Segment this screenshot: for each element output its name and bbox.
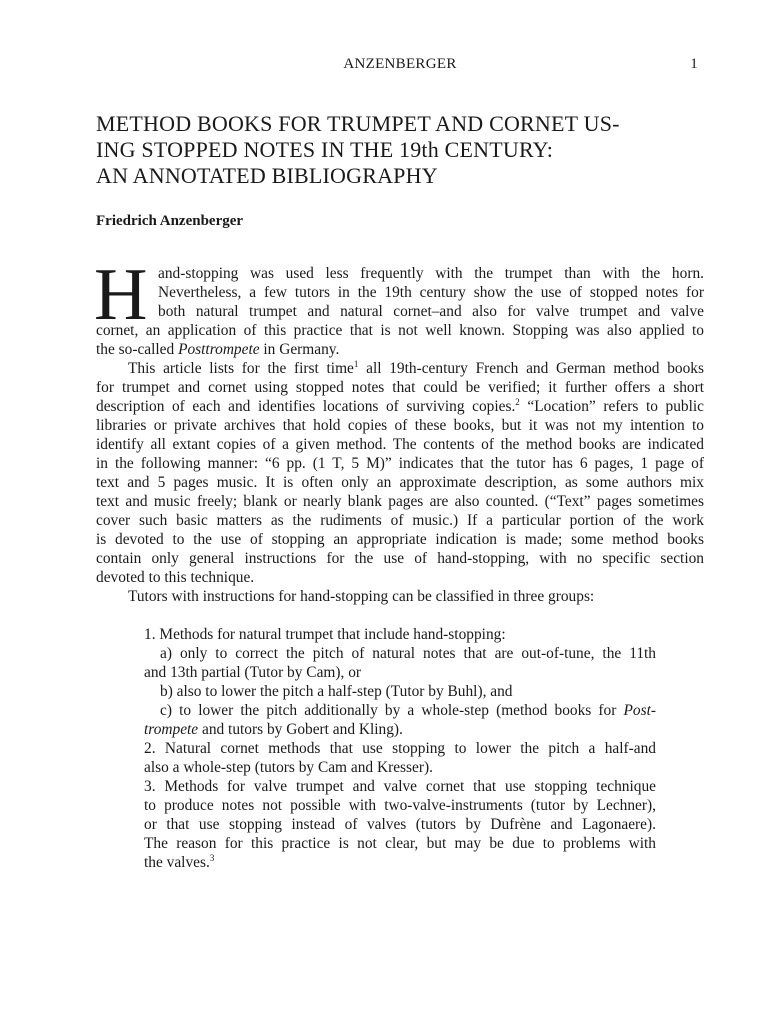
text-span: description of each and identifies locations of surviving copies. <box>96 398 516 415</box>
italic-term: Posttrompete <box>178 341 260 358</box>
list-item: 1. Methods for natural trumpet that include hand-stopping: <box>144 626 506 643</box>
text-line: for trumpet and cornet using stopped notes that could be verified; it further offers a short <box>96 379 704 396</box>
text-line: identify all extant copies of a given method. The contents of the method books are indicated <box>96 436 704 453</box>
italic-term: trompete <box>144 721 199 738</box>
text-span: c) to lower the pitch additionally by a whole-step (method books for <box>160 702 624 719</box>
text-line: both natural trumpet and natural cornet–and also for valve trumpet and valve <box>158 303 704 320</box>
footnote-ref[interactable]: 3 <box>209 853 215 863</box>
paragraph-scope <box>96 359 704 587</box>
text-span: all 19th-century French and German method books <box>358 360 704 377</box>
running-title: ANZENBERGER <box>343 56 457 72</box>
text-span: “Location” refers to public <box>519 398 704 415</box>
italic-term: Post- <box>623 702 656 719</box>
list-item: to produce notes not possible with two-valve-instruments (tutor by Lechner), <box>144 797 656 814</box>
text-line <box>96 359 704 378</box>
author-name: Friedrich Anzenberger <box>96 213 244 229</box>
text-line: and-stopping was used less frequently with the trumpet than with the horn. <box>158 265 704 282</box>
list-item: also a whole-step (tutors by Cam and Kresser). <box>144 759 433 776</box>
text-span: This article lists for the first time <box>128 360 354 377</box>
footnote-ref[interactable]: 2 <box>515 397 520 407</box>
text-line: text and music freely; blank or nearly blank pages are also counted. (“Text” pages sometimes <box>96 493 704 510</box>
text-span: in Germany. <box>259 341 340 358</box>
list-item: 3. Methods for valve trumpet and valve cornet that use stopping technique <box>144 778 656 795</box>
list-subitem <box>144 701 656 720</box>
list-item: The reason for this practice is not clear, but may be due to problems with <box>144 835 656 852</box>
drop-cap: H <box>94 254 148 336</box>
text-line: cover such basic matters as the rudiments of music.) If a particular portion of the work <box>96 512 704 529</box>
list-item: 2. Natural cornet methods that use stopping to lower the pitch a half-and <box>144 740 656 757</box>
article-title <box>96 111 708 189</box>
footnote-ref[interactable]: 1 <box>353 359 359 369</box>
text-line: libraries or private archives that hold copies of these books, but it was not my intention to <box>96 417 704 434</box>
text-span: and tutors by Gobert and Kling). <box>198 721 403 738</box>
list-subitem <box>144 720 656 739</box>
text-line: text and 5 pages music. It is often only an approximate description, as some authors mix <box>96 474 704 491</box>
running-head <box>96 56 704 76</box>
text-line: Tutors with instructions for hand-stopping can be classified in three groups: <box>128 588 595 605</box>
text-line: devoted to this technique. <box>96 569 255 586</box>
list-item: or that use stopping instead of valves (tutors by Dufrène and Lagonaere). <box>144 816 656 833</box>
title-line: METHOD BOOKS FOR TRUMPET AND CORNET US- <box>96 111 620 136</box>
text-line <box>96 340 704 359</box>
page-number: 1 <box>690 56 698 72</box>
text-line: cornet, an application of this practice that is not well known. Stopping was also applied to <box>96 322 704 339</box>
group-list <box>96 625 656 872</box>
list-subitem: a) only to correct the pitch of natural notes that are out-of-tune, the 11th <box>160 645 656 662</box>
text-span: the so-called <box>96 341 179 358</box>
title-line: AN ANNOTATED BIBLIOGRAPHY <box>96 163 438 188</box>
text-line <box>96 397 704 416</box>
paragraph-classification <box>96 587 704 606</box>
text-line: in the following manner: “6 pp. (1 T, 5 M)” indicates that the tutor has 6 pages, 1 page of <box>96 455 704 472</box>
title-line: ING STOPPED NOTES IN THE 19th CENTURY: <box>96 137 554 162</box>
paragraph-intro <box>94 254 704 359</box>
text-line: is devoted to the use of stopping an appropriate indication is made; some method books <box>96 531 704 548</box>
article-body <box>94 254 704 872</box>
list-subitem: b) also to lower the pitch a half-step (Tutor by Buhl), and <box>160 683 513 700</box>
list-item <box>144 853 656 872</box>
text-span: the valves. <box>144 854 210 871</box>
list-subitem: and 13th partial (Tutor by Cam), or <box>144 664 362 681</box>
text-line: Nevertheless, a few tutors in the 19th century show the use of stopped notes for <box>158 284 704 301</box>
text-line: contain only general instructions for the use of hand-stopping, with no specific section <box>96 550 704 567</box>
